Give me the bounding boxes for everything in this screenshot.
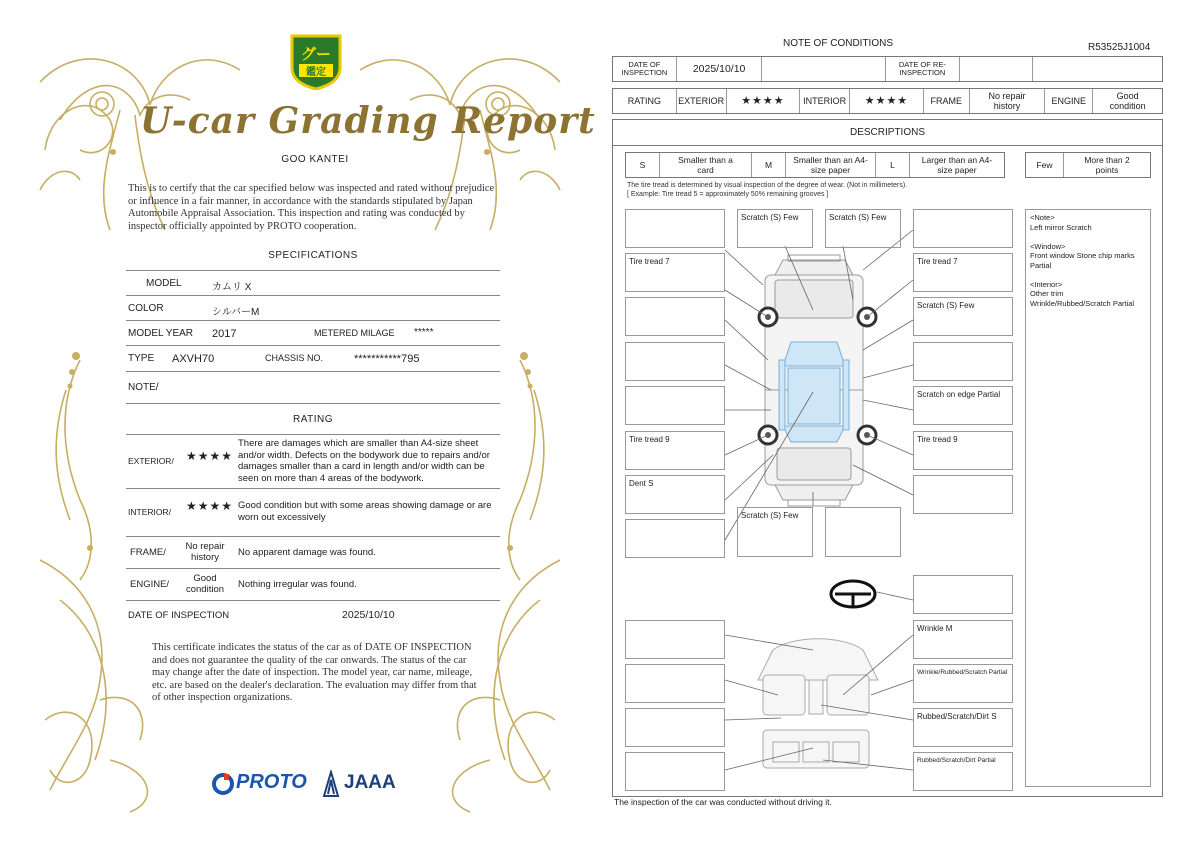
- interior-stars: ★★★★: [186, 499, 234, 513]
- engine-description: Nothing irregular was found.: [238, 579, 357, 590]
- blank-cell: [1033, 57, 1162, 81]
- window-value: Front window Stone chip marks Partial: [1030, 251, 1135, 270]
- damage-box: Scratch (S) Few: [825, 209, 901, 248]
- exterior-description: There are damages which are smaller than A4-size sheet and/or width. Defects on the bodywork due to repairs and/or damages smaller than a card in length and/or width can be seen on more than 4 areas of the bodywork.: [238, 438, 490, 484]
- type-value: AXVH70: [172, 353, 215, 365]
- rating-row-frame: [126, 537, 500, 569]
- tire-tread-note-line1: The tire tread is determined by visual inspection of the degree of wear. (Not in millimeters).: [627, 182, 908, 189]
- damage-box: Dent S: [625, 475, 725, 514]
- interior-value-2: Wrinkle/Rubbed/Scratch Partial: [1030, 298, 1135, 308]
- interior-value-1: Other trim: [1030, 289, 1064, 298]
- reinspection-header: DATE OF RE-INSPECTION: [886, 57, 960, 81]
- damage-box: [913, 575, 1013, 614]
- interior-label: INTERIOR/: [128, 507, 171, 517]
- rating-summary-row: [612, 88, 1163, 114]
- reinspection-cell: [960, 57, 1034, 81]
- damage-box: [625, 209, 725, 248]
- report-subtitle: GOO KANTEI: [281, 154, 349, 165]
- window-heading: <Window>: [1030, 241, 1066, 251]
- damage-box: Wrinkle/Rubbed/Scratch Partial: [913, 664, 1013, 703]
- legend-m: M: [752, 153, 786, 177]
- rating-row-exterior: [126, 435, 500, 489]
- note-of-conditions: [600, 0, 1200, 848]
- model-year-value: 2017: [212, 328, 237, 340]
- certificate-disclaimer: This certificate indicates the status of the car as of DATE OF INSPECTION and does not guarantee the quality of the car onwards. The status of the car may change after the date of inspection. The model year, car name, mileage, etc. are based on the dealer's declaration. The evaluation may differ from that of other inspection organizations.: [152, 642, 477, 703]
- spec-row-type: [126, 346, 500, 372]
- exterior-header: EXTERIOR: [677, 89, 727, 113]
- damage-box: Tire tread 7: [913, 253, 1013, 292]
- engine-header: ENGINE: [1045, 89, 1093, 113]
- jaaa-logo-text: JAAA: [344, 772, 396, 793]
- exterior-stars: ★★★★: [727, 89, 801, 113]
- damage-box: Rubbed/Scratch/Dirt Partial: [913, 752, 1013, 791]
- damage-box: [625, 297, 725, 336]
- damage-box: [913, 342, 1013, 381]
- model-label: MODEL: [146, 278, 182, 289]
- legend-few-desc: More than 2 points: [1084, 155, 1130, 175]
- model-year-label: MODEL YEAR: [128, 328, 194, 339]
- engine-value: Good condition: [185, 573, 225, 595]
- note-label: NOTE/: [128, 382, 159, 393]
- frame-description: No apparent damage was found.: [238, 547, 376, 558]
- goo-kantei-badge-icon: [288, 32, 344, 90]
- date-of-inspection-cell: 2025/10/10: [677, 57, 763, 81]
- damage-box: Scratch (S) Few: [913, 297, 1013, 336]
- damage-box: Scratch on edge Partial: [913, 386, 1013, 425]
- metered-mileage-value: *****: [414, 327, 434, 338]
- frame-value: No repair history: [970, 89, 1046, 113]
- damage-box: Rubbed/Scratch/Dirt S: [913, 708, 1013, 747]
- legend-s: S: [626, 153, 660, 177]
- exterior-label: EXTERIOR/: [128, 456, 174, 466]
- spec-row-model: [126, 271, 500, 296]
- damage-box: [625, 519, 725, 558]
- svg-text:グー: グー: [300, 45, 332, 63]
- rating-row-engine: [126, 569, 500, 601]
- interior-heading: <Interior>: [1030, 279, 1063, 289]
- frame-value: No repair history: [185, 541, 225, 563]
- rating-header: RATING: [613, 89, 677, 113]
- frame-header: FRAME: [924, 89, 970, 113]
- legend-m-desc: Smaller than an A4-size paper: [786, 153, 876, 177]
- svg-text:鑑定: 鑑定: [306, 67, 326, 78]
- report-title: U-car Grading Report: [140, 100, 596, 142]
- chassis-label: CHASSIS NO.: [265, 353, 324, 363]
- legend-s-desc: Smaller than a card: [660, 153, 752, 177]
- tire-tread-note-line2: [ Example: Tire tread 5 = approximately 50% remaining grooves ]: [627, 191, 829, 198]
- proto-logo-icon: [212, 772, 234, 796]
- chassis-value: ***********795: [354, 353, 420, 365]
- metered-mileage-label: METERED MILAGE: [314, 328, 395, 338]
- interior-stars: ★★★★: [850, 89, 924, 113]
- interior-description: Good condition but with some areas showing damage or are worn out excessively: [238, 500, 492, 523]
- damage-box: [913, 209, 1013, 248]
- sponsor-logos: [212, 768, 412, 800]
- engine-value: Good condition: [1109, 91, 1146, 111]
- damage-box: Tire tread 9: [913, 431, 1013, 470]
- descriptions-panel: [612, 119, 1163, 797]
- conditions-title: NOTE OF CONDITIONS: [783, 38, 893, 49]
- inspection-footnote: The inspection of the car was conducted without driving it.: [614, 797, 832, 807]
- damage-box: [625, 342, 725, 381]
- certificate-intro: This is to certify that the car specified below was inspected and rated without prejudice or influence in a fair manner, in accordance with the standards stipulated by Japan Automobile Appraisal Association. This inspection and rating was conducted by inspector officially appointed by PROTO cooperation.: [128, 183, 495, 232]
- date-of-inspection-label: DATE OF INSPECTION: [128, 610, 230, 621]
- rating-row-date: [126, 601, 500, 627]
- notes-panel: [1025, 209, 1151, 787]
- date-of-inspection-header: DATE OF INSPECTION: [613, 57, 677, 81]
- jaaa-logo-icon: [320, 770, 342, 798]
- type-label: TYPE: [128, 353, 155, 364]
- reference-number: R53525J1004: [1088, 42, 1151, 53]
- engine-label: ENGINE/: [130, 579, 170, 590]
- proto-logo-text: PROTO: [236, 771, 307, 793]
- color-value: シルバーM: [212, 307, 260, 318]
- damage-box: Tire tread 9: [625, 431, 725, 470]
- rating-row-interior: [126, 489, 500, 537]
- damage-box: [625, 620, 725, 659]
- specifications-heading: SPECIFICATIONS: [268, 250, 358, 261]
- color-label: COLOR: [128, 303, 164, 314]
- spec-row-model-year: [126, 321, 500, 346]
- damage-box: [913, 475, 1013, 514]
- damage-box: [625, 386, 725, 425]
- note-heading: <Note>: [1030, 213, 1055, 222]
- interior-header: INTERIOR: [800, 89, 850, 113]
- spec-row-color: [126, 296, 500, 321]
- damage-box: Scratch (S) Few: [737, 209, 813, 248]
- descriptions-heading: DESCRIPTIONS: [613, 120, 1162, 146]
- note-value: Left mirror Scratch: [1030, 222, 1092, 232]
- rating-heading: RATING: [292, 414, 334, 425]
- legend-l: L: [876, 153, 910, 177]
- blank-cell: [762, 57, 886, 81]
- damage-box: Tire tread 7: [625, 253, 725, 292]
- damage-box: [625, 752, 725, 791]
- damage-box: [625, 708, 725, 747]
- damage-box: [825, 507, 901, 557]
- damage-box: [625, 664, 725, 703]
- model-value: カムリ X: [212, 282, 252, 293]
- frame-label: FRAME/: [130, 547, 166, 558]
- inspection-dates-row: [612, 56, 1163, 82]
- spec-row-note: [126, 372, 500, 404]
- legend-few: Few: [1026, 153, 1064, 177]
- damage-box: Wrinkle M: [913, 620, 1013, 659]
- damage-box: Scratch (S) Few: [737, 507, 813, 557]
- exterior-stars: ★★★★: [186, 449, 234, 463]
- date-of-inspection-value: 2025/10/10: [342, 609, 395, 621]
- legend-l-desc: Larger than an A4-size paper: [921, 155, 993, 175]
